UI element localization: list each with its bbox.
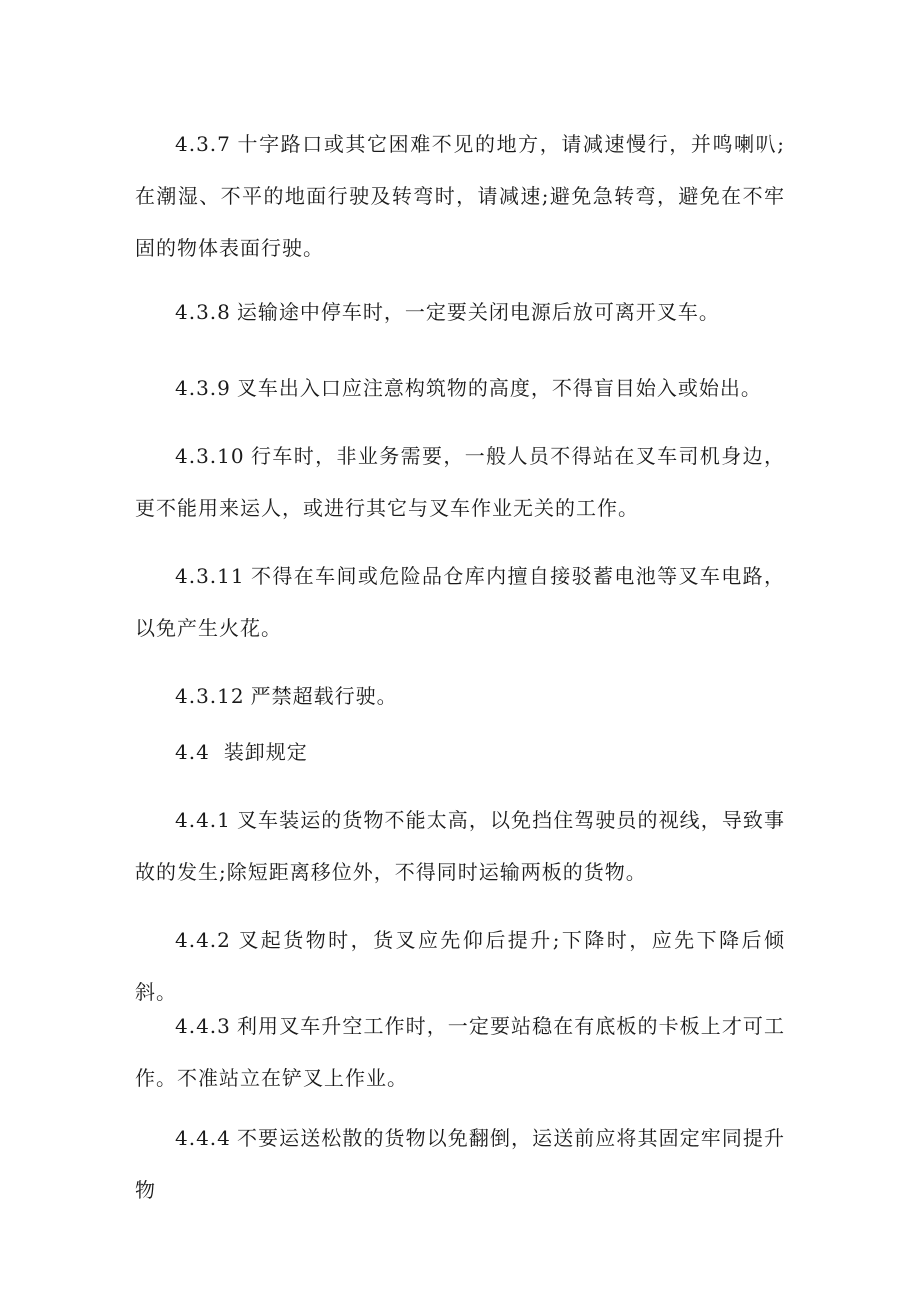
heading-number: 4.4 [175, 740, 210, 764]
paragraph-4-3-8 [135, 286, 785, 338]
paragraph-number: 4.4.1 [175, 808, 231, 832]
paragraph-4-4-3 [135, 1000, 785, 1104]
paragraph-number: 4.4.3 [175, 1014, 231, 1038]
paragraph-text: 行车时，非业务需要，一般人员不得站在叉车司机身边，更不能用来运人，或进行其它与叉车作业无关的工作。 [135, 444, 785, 520]
section-heading-4-4 [135, 726, 785, 778]
paragraph-4-3-12 [135, 670, 785, 722]
paragraph-number: 4.3.9 [175, 376, 231, 400]
paragraph-text: 不得在车间或危险品仓库内擅自接驳蓄电池等叉车电路，以免产生火花。 [135, 564, 785, 640]
paragraph-number: 4.3.11 [175, 564, 245, 588]
paragraph-number: 4.3.10 [175, 444, 245, 468]
paragraph-4-4-4 [135, 1112, 785, 1216]
paragraph-number: 4.3.7 [175, 132, 231, 156]
paragraph-text: 运输途中停车时，一定要关闭电源后放可离开叉车。 [236, 300, 720, 324]
paragraph-4-3-9 [135, 362, 785, 414]
paragraph-4-3-10 [135, 430, 785, 534]
paragraph-text: 叉车出入口应注意构筑物的高度，不得盲目始入或始出。 [236, 376, 762, 400]
paragraph-number: 4.3.12 [175, 684, 245, 708]
paragraph-4-3-11 [135, 550, 785, 654]
paragraph-text: 不要运送松散的货物以免翻倒，运送前应将其固定牢同提升物 [135, 1126, 785, 1202]
paragraph-number: 4.4.4 [175, 1126, 231, 1150]
heading-text: 装卸规定 [223, 740, 308, 764]
paragraph-number: 4.3.8 [175, 300, 231, 324]
paragraph-text: 严禁超载行驶。 [250, 684, 398, 708]
paragraph-text: 叉起货物时，货叉应先仰后提升;下降时，应先下降后倾斜。 [135, 928, 785, 1004]
paragraph-text: 利用叉车升空工作时，一定要站稳在有底板的卡板上才可工作。不准站立在铲叉上作业。 [135, 1014, 785, 1090]
paragraph-text: 叉车装运的货物不能太高，以免挡住驾驶员的视线，导致事故的发生;除短距离移位外，不得同时运输两板的货物。 [135, 808, 785, 884]
paragraph-text: 十字路口或其它困难不见的地方，请减速慢行，并鸣喇叭;在潮湿、不平的地面行驶及转弯时，请减速;避免急转弯，避免在不牢固的物体表面行驶。 [135, 132, 785, 260]
paragraph-4-3-7 [135, 118, 785, 274]
paragraph-4-4-1 [135, 794, 785, 898]
paragraph-number: 4.4.2 [175, 928, 231, 952]
